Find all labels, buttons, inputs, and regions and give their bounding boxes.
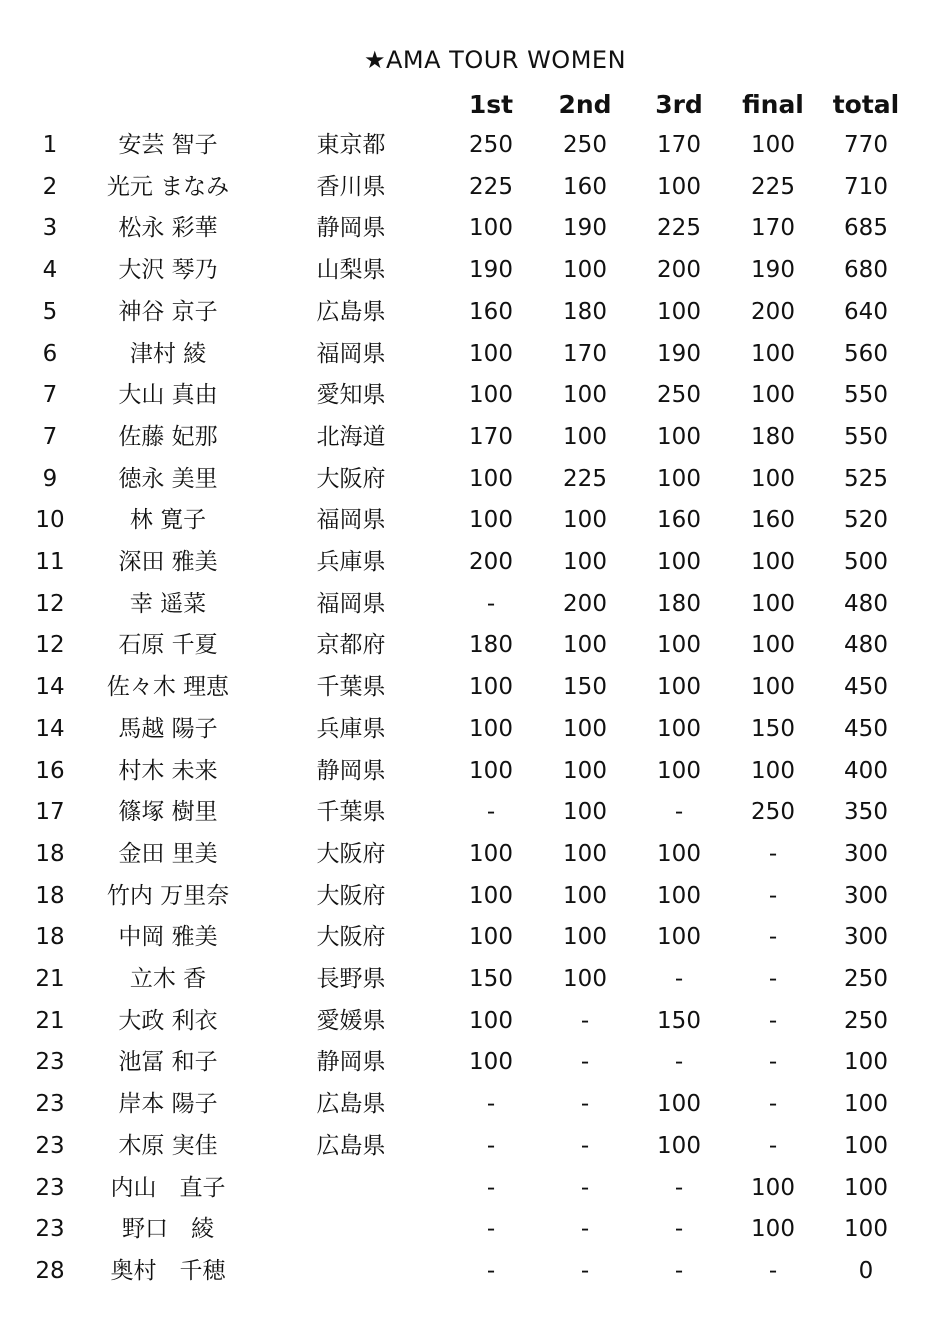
score-3rd: 170 [657,132,701,158]
score-total: 710 [844,173,888,200]
table-row [0,542,929,584]
score-total: 100 [844,1132,888,1159]
player-name: 安芸 智子 [118,132,218,158]
score-2nd: 100 [563,423,607,450]
rank-cell: 14 [35,674,65,701]
page-title: ★AMA TOUR WOMEN [363,46,627,74]
table-row [0,876,929,918]
player-name: 神谷 京子 [118,298,218,325]
player-name: 奥村 千穂 [110,1257,226,1284]
score-final: - [768,1091,778,1118]
prefecture: 千葉県 [316,674,386,701]
score-final: 170 [751,215,795,242]
score-1st: 180 [469,632,513,659]
score-1st: - [486,799,496,826]
score-final: - [768,966,778,992]
table-row [0,167,929,209]
score-2nd: - [580,1049,590,1076]
player-name: 野口 綾 [122,1216,214,1243]
score-3rd: - [674,1257,684,1284]
score-2nd: 100 [563,382,607,409]
score-2nd: - [580,1174,590,1201]
score-final: 180 [751,423,795,450]
table-row [0,584,929,626]
score-final: - [768,1132,778,1159]
score-1st: 100 [469,1049,513,1076]
score-3rd: - [674,966,684,992]
rank-cell: 21 [35,966,65,992]
rank-cell: 6 [42,340,58,367]
player-name: 佐藤 妃那 [118,423,218,450]
prefecture: 兵庫県 [316,715,386,742]
table-row [0,1251,929,1293]
prefecture: 愛媛県 [316,1007,386,1034]
score-total: 100 [844,1216,888,1243]
player-name: 竹内 万里奈 [106,882,230,909]
score-total: 500 [844,549,888,575]
table-row [0,500,929,542]
score-3rd: 160 [657,507,701,534]
score-1st: 200 [469,549,513,575]
score-final: - [768,924,778,951]
table-row [0,334,929,376]
score-2nd: 100 [563,507,607,534]
rank-cell: 11 [35,549,65,575]
score-total: 685 [844,215,888,242]
table-row [0,375,929,417]
score-final: 100 [751,465,795,492]
score-final: 150 [751,715,795,742]
score-2nd: - [580,1091,590,1118]
score-3rd: 100 [657,632,701,659]
score-2nd: 100 [563,715,607,742]
score-3rd: 100 [657,715,701,742]
score-1st: 100 [469,840,513,867]
score-2nd: 160 [563,173,607,200]
score-2nd: 100 [563,966,607,992]
player-name: 石原 千夏 [118,632,218,659]
score-total: 640 [844,298,888,325]
player-name: 中岡 雅美 [118,924,218,951]
score-total: 550 [844,382,888,409]
score-total: 480 [844,632,888,659]
score-1st: 190 [469,257,513,284]
score-3rd: 100 [657,840,701,867]
table-row [0,709,929,751]
score-2nd: 100 [563,549,607,575]
score-1st: 100 [469,1007,513,1034]
prefecture: 福岡県 [316,340,386,367]
score-3rd: - [674,1049,684,1076]
rank-cell: 16 [35,757,65,784]
player-name: 岸本 陽子 [118,1091,218,1118]
score-3rd: 100 [657,298,701,325]
prefecture: 大阪府 [316,924,386,951]
table-row [0,959,929,1001]
player-name: 立木 香 [129,966,207,992]
score-2nd: - [580,1132,590,1159]
score-1st: 150 [469,966,513,992]
score-total: 400 [844,757,888,784]
column-header-1st: 1st [468,90,514,119]
score-2nd: 100 [563,757,607,784]
score-1st: 100 [469,507,513,534]
table-row [0,625,929,667]
score-final: 250 [751,799,795,826]
table-row [0,917,929,959]
score-total: 550 [844,423,888,450]
rank-cell: 23 [35,1132,65,1159]
prefecture: 東京都 [316,132,386,158]
score-2nd: 100 [563,799,607,826]
score-1st: 100 [469,340,513,367]
score-total: 250 [844,1007,888,1034]
score-1st: 250 [469,132,513,158]
score-3rd: 100 [657,1091,701,1118]
rank-cell: 12 [35,590,65,617]
score-3rd: 200 [657,257,701,284]
score-1st: 100 [469,715,513,742]
score-total: 300 [844,924,888,951]
score-total: 450 [844,674,888,701]
score-final: 200 [751,298,795,325]
score-final: - [768,840,778,867]
score-2nd: 225 [563,465,607,492]
player-name: 大山 真由 [118,382,218,409]
score-2nd: 100 [563,882,607,909]
rank-cell: 18 [35,840,65,867]
score-final: - [768,1049,778,1076]
rank-cell: 23 [35,1049,65,1076]
player-name: 金田 里美 [118,840,218,867]
prefecture: 福岡県 [316,507,386,534]
score-final: - [768,882,778,909]
rank-cell: 5 [42,298,58,325]
score-3rd: 100 [657,423,701,450]
score-final: 225 [751,173,795,200]
rank-cell: 23 [35,1091,65,1118]
player-name: 徳永 美里 [118,465,218,492]
prefecture: 広島県 [316,1091,386,1118]
score-final: - [768,1257,778,1284]
score-1st: - [486,1216,496,1243]
rank-cell: 4 [42,257,58,284]
column-header-final: final [742,90,804,119]
prefecture [296,1168,406,1210]
score-total: 100 [844,1091,888,1118]
table-row [0,1042,929,1084]
rank-cell: 28 [35,1257,65,1284]
prefecture: 長野県 [316,966,386,992]
score-1st: 170 [469,423,513,450]
score-1st: 100 [469,924,513,951]
score-final: 100 [751,590,795,617]
rank-cell: 23 [35,1216,65,1243]
score-total: 100 [844,1049,888,1076]
score-1st: 100 [469,882,513,909]
rank-cell: 23 [35,1174,65,1201]
player-name: 佐々木 理恵 [106,674,230,701]
rank-cell: 3 [42,215,58,242]
table-row [0,459,929,501]
score-total: 100 [844,1174,888,1201]
score-total: 770 [844,132,888,158]
player-name: 幸 遥菜 [129,590,207,617]
score-2nd: 250 [563,132,607,158]
score-3rd: 225 [657,215,701,242]
score-1st: 100 [469,674,513,701]
prefecture: 広島県 [316,1132,386,1159]
score-2nd: 180 [563,298,607,325]
prefecture: 北海道 [316,423,386,450]
table-row [0,1168,929,1210]
table-row [0,125,929,167]
score-total: 0 [858,1257,874,1284]
score-total: 680 [844,257,888,284]
score-3rd: - [674,1174,684,1201]
table-row [0,1001,929,1043]
table-row [0,292,929,334]
score-2nd: - [580,1257,590,1284]
score-total: 450 [844,715,888,742]
score-1st: - [486,1174,496,1201]
prefecture: 香川県 [316,173,386,200]
prefecture: 京都府 [316,632,386,659]
score-3rd: 100 [657,1132,701,1159]
score-3rd: 180 [657,590,701,617]
rank-cell: 7 [42,423,58,450]
score-final: 100 [751,382,795,409]
score-1st: 100 [469,757,513,784]
score-final: 160 [751,507,795,534]
score-total: 480 [844,590,888,617]
prefecture: 静岡県 [316,1049,386,1076]
player-name: 木原 実佳 [118,1132,218,1159]
rank-cell: 2 [42,173,58,200]
score-2nd: 100 [563,257,607,284]
score-final: 100 [751,1174,795,1201]
score-total: 250 [844,966,888,992]
table-row [0,792,929,834]
player-name: 大沢 琴乃 [118,257,218,284]
table-row [0,751,929,793]
prefecture: 兵庫県 [316,549,386,575]
score-final: 100 [751,632,795,659]
player-name: 深田 雅美 [118,549,218,575]
table-row [0,834,929,876]
score-1st: - [486,1257,496,1284]
prefecture: 広島県 [316,298,386,325]
score-2nd: 150 [563,674,607,701]
prefecture: 山梨県 [316,257,386,284]
score-2nd: 190 [563,215,607,242]
score-final: 100 [751,1216,795,1243]
prefecture: 大阪府 [316,465,386,492]
score-3rd: 190 [657,340,701,367]
prefecture: 静岡県 [316,757,386,784]
score-1st: 100 [469,382,513,409]
table-row [0,250,929,292]
player-name: 池冨 和子 [118,1049,218,1076]
score-final: 100 [751,132,795,158]
prefecture: 大阪府 [316,882,386,909]
score-2nd: 200 [563,590,607,617]
player-name: 松永 彩華 [118,215,218,242]
prefecture [296,1251,406,1293]
player-name: 大政 利衣 [118,1007,218,1034]
score-3rd: - [674,799,684,826]
column-header-total: total [832,90,900,119]
score-total: 300 [844,882,888,909]
table-row [0,667,929,709]
rank-cell: 18 [35,882,65,909]
score-3rd: 150 [657,1007,701,1034]
rank-cell: 7 [42,382,58,409]
player-name: 馬越 陽子 [118,715,218,742]
score-3rd: 250 [657,382,701,409]
score-2nd: 100 [563,924,607,951]
score-1st: - [486,1132,496,1159]
score-total: 300 [844,840,888,867]
rank-cell: 14 [35,715,65,742]
rank-cell: 18 [35,924,65,951]
score-3rd: 100 [657,757,701,784]
prefecture: 静岡県 [316,215,386,242]
score-3rd: 100 [657,674,701,701]
rank-cell: 17 [35,799,65,826]
table-row [0,208,929,250]
score-final: 100 [751,757,795,784]
player-name: 林 寛子 [129,507,207,534]
score-2nd: 100 [563,840,607,867]
column-header-2nd: 2nd [558,90,612,119]
table-row [0,417,929,459]
score-1st: 100 [469,215,513,242]
score-final: 190 [751,257,795,284]
rank-cell: 12 [35,632,65,659]
score-2nd: 100 [563,632,607,659]
score-total: 560 [844,340,888,367]
rank-cell: 1 [42,132,58,158]
table-row [0,1126,929,1168]
prefecture [296,1209,406,1251]
player-name: 光元 まなみ [106,173,230,200]
score-3rd: 100 [657,549,701,575]
score-1st: 225 [469,173,513,200]
score-2nd: - [580,1216,590,1243]
rank-cell: 9 [42,465,58,492]
score-total: 525 [844,465,888,492]
player-name: 村木 未来 [118,757,218,784]
score-3rd: 100 [657,924,701,951]
rank-cell: 21 [35,1007,65,1034]
score-1st: 160 [469,298,513,325]
player-name: 内山 直子 [110,1174,226,1201]
score-3rd: 100 [657,173,701,200]
score-final: - [768,1007,778,1034]
player-name: 篠塚 樹里 [118,799,218,826]
score-final: 100 [751,674,795,701]
table-row [0,1084,929,1126]
column-header-3rd: 3rd [655,90,703,119]
prefecture: 愛知県 [316,382,386,409]
score-total: 520 [844,507,888,534]
prefecture: 大阪府 [316,840,386,867]
prefecture: 千葉県 [316,799,386,826]
score-final: 100 [751,549,795,575]
score-final: 100 [751,340,795,367]
score-1st: - [486,1091,496,1118]
score-total: 350 [844,799,888,826]
score-1st: - [486,590,496,617]
score-1st: 100 [469,465,513,492]
score-3rd: 100 [657,465,701,492]
player-name: 津村 綾 [129,340,207,367]
score-3rd: - [674,1216,684,1243]
score-3rd: 100 [657,882,701,909]
prefecture: 福岡県 [316,590,386,617]
table-row [0,1209,929,1251]
score-2nd: 170 [563,340,607,367]
rank-cell: 10 [35,507,65,534]
score-2nd: - [580,1007,590,1034]
